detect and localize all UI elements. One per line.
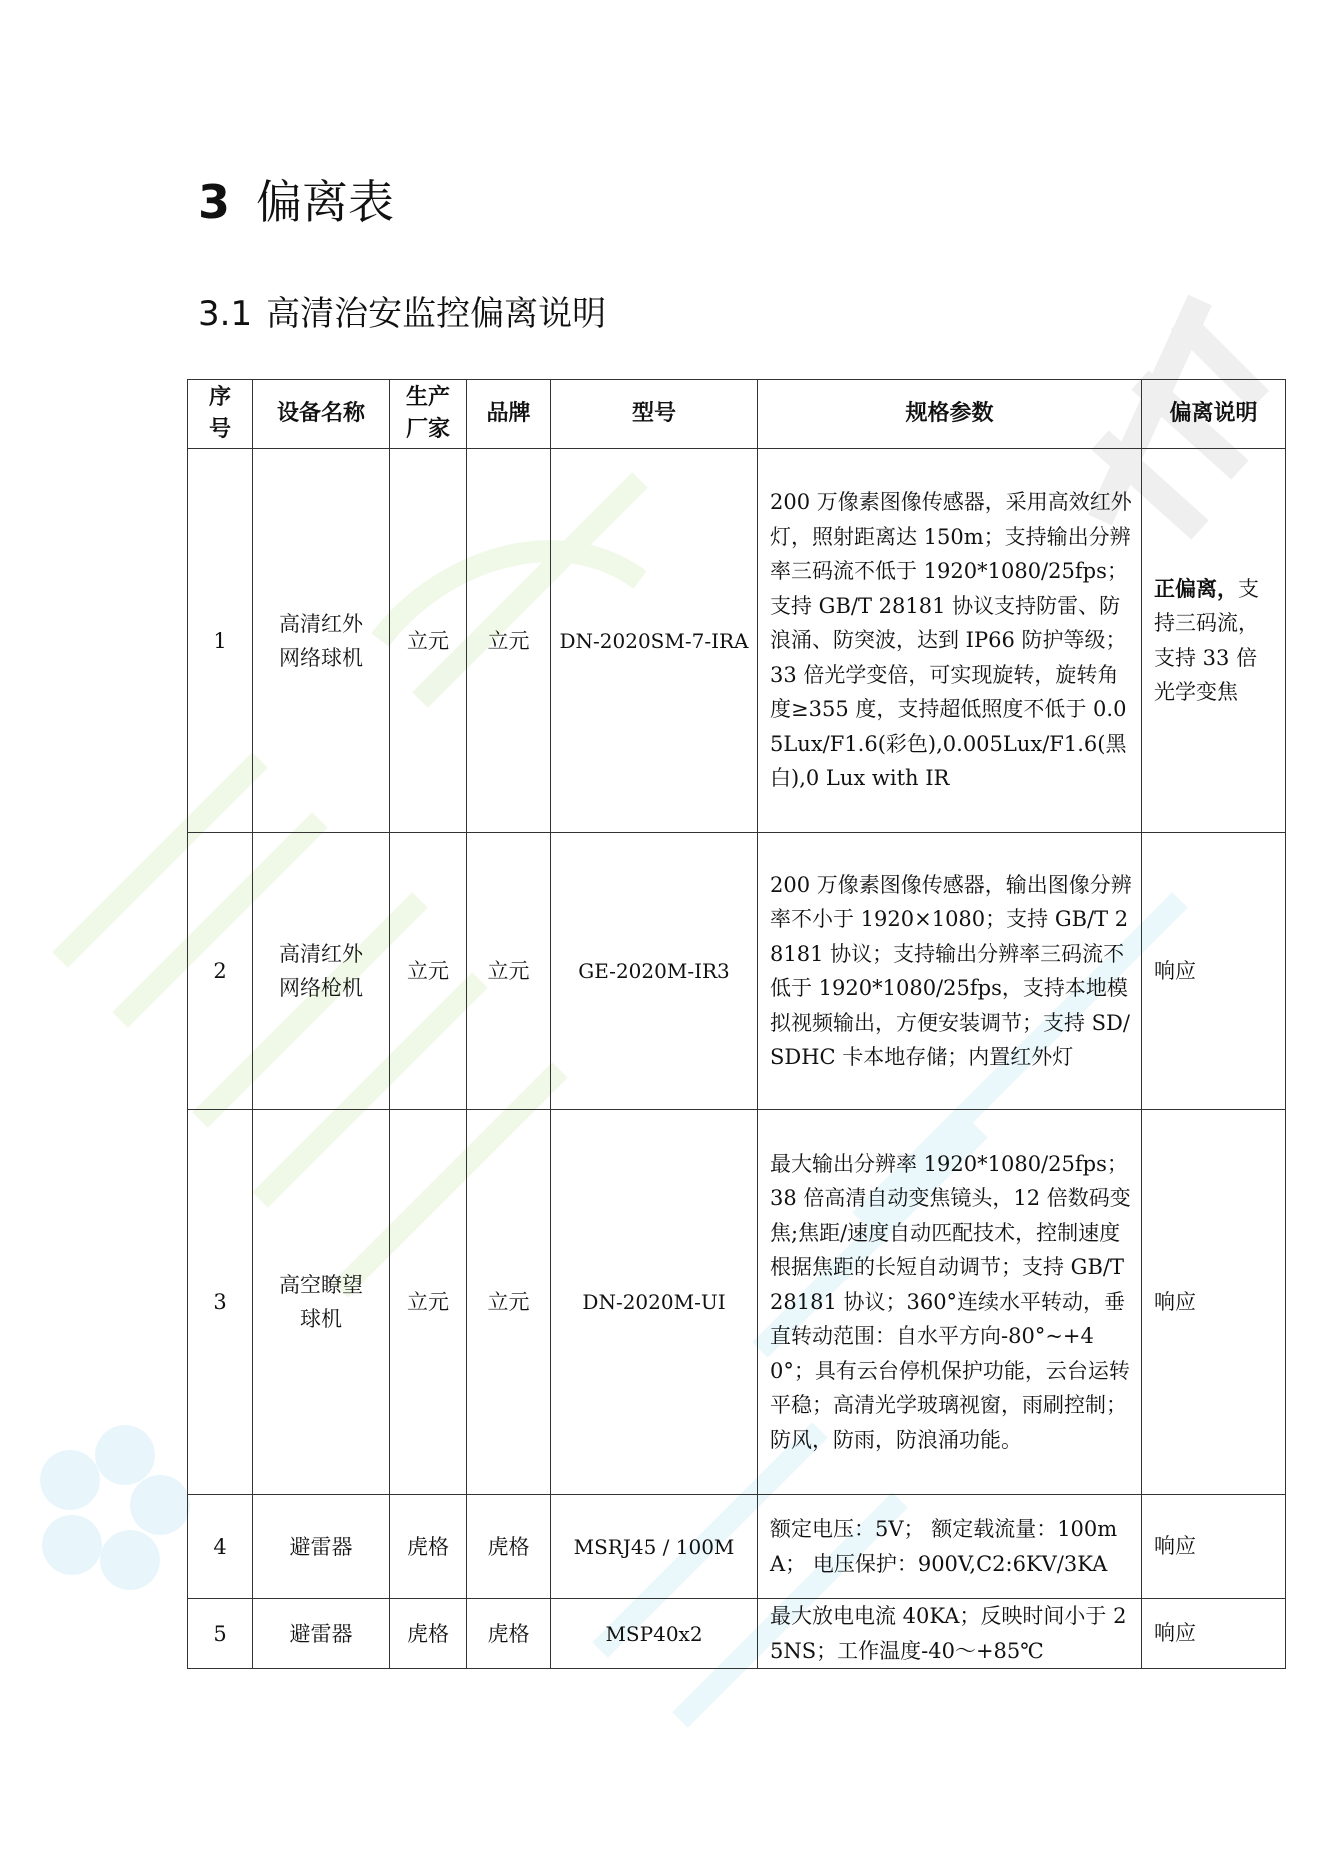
subsection-number: 3.1: [198, 294, 253, 334]
deviation-positive-label: 正偏离，: [1154, 575, 1238, 601]
cell-spec: 额定电压：5V； 额定载流量：100mA； 电压保护：900V,C2:6KV/3KA: [758, 1495, 1142, 1599]
cell-model: MSRJ45 / 100M: [551, 1495, 758, 1599]
cell-seq: 4: [188, 1495, 253, 1599]
cell-manufacturer: 虎格: [390, 1495, 467, 1599]
cell-seq: 1: [188, 449, 253, 833]
cell-deviation: 响应: [1142, 1599, 1286, 1669]
cell-seq: 5: [188, 1599, 253, 1669]
cell-spec: 最大放电电流 40KA；反映时间小于 25NS；工作温度-40～+85℃: [758, 1599, 1142, 1669]
cell-brand: 虎格: [467, 1599, 551, 1669]
cell-model: MSP40x2: [551, 1599, 758, 1669]
cell-deviation: 响应: [1142, 833, 1286, 1110]
subsection-heading: [198, 290, 606, 338]
header-manufacturer: 生产厂家: [390, 380, 467, 449]
cell-spec: 200 万像素图像传感器，输出图像分辨率不小于 1920×1080；支持 GB/T 28181 协议；支持输出分辨率三码流不低于 1920*1080/25fps，支持本地模拟视频输出，方便安装调节；支持 SD/SDHC 卡本地存储；内置红外灯: [758, 833, 1142, 1110]
deviation-table: [187, 379, 1286, 1669]
table-row: [188, 1495, 1286, 1599]
section-title: 偏离表: [256, 175, 395, 229]
header-deviation: 偏离说明: [1142, 380, 1286, 449]
cell-brand: 立元: [467, 833, 551, 1110]
cell-spec: 200 万像素图像传感器，采用高效红外灯，照射距离达 150m；支持输出分辨率三码流不低于 1920*1080/25fps；支持 GB/T 28181 协议支持防雷、防浪涌、防突波，达到 IP66 防护等级；33 倍光学变倍，可实现旋转，旋转角度≥355 度，支持超低照度不低于 0.05Lux/F1.6(彩色),0.005Lux/F1.6(黑白),0 Lux with IR: [758, 449, 1142, 833]
cell-spec: 最大输出分辨率 1920*1080/25fps；38 倍高清自动变焦镜头，12 倍数码变焦;焦距/速度自动匹配技术，控制速度根据焦距的长短自动调节；支持 GB/T 28181 协议；360°连续水平转动，垂直转动范围：自水平方向-80°~+40°；具有云台停机保护功能，云台运转平稳；高清光学玻璃视窗，雨刷控制；防风，防雨，防浪涌功能。: [758, 1110, 1142, 1495]
cell-manufacturer: 立元: [390, 833, 467, 1110]
table-header-row: [188, 380, 1286, 449]
deviation-text: 支持三码流，支持 33 倍光学变焦: [1154, 576, 1259, 704]
table-row: [188, 1599, 1286, 1669]
cell-model: GE-2020M-IR3: [551, 833, 758, 1110]
cell-brand: 立元: [467, 449, 551, 833]
cell-device-name: 高清红外网络球机: [253, 449, 390, 833]
cell-deviation: 响应: [1142, 1110, 1286, 1495]
cell-brand: 立元: [467, 1110, 551, 1495]
header-brand: 品牌: [467, 380, 551, 449]
cell-device-name: 高空瞭望球机: [253, 1110, 390, 1495]
table-row: [188, 833, 1286, 1110]
cell-deviation: [1142, 449, 1286, 833]
cell-manufacturer: 虎格: [390, 1599, 467, 1669]
cell-seq: 3: [188, 1110, 253, 1495]
cell-device-name: 避雷器: [253, 1495, 390, 1599]
header-spec: 规格参数: [758, 380, 1142, 449]
cell-manufacturer: 立元: [390, 449, 467, 833]
section-heading: [198, 172, 394, 232]
cell-device-name: 避雷器: [253, 1599, 390, 1669]
cell-model: DN-2020SM-7-IRA: [551, 449, 758, 833]
section-number: 3: [198, 175, 231, 229]
header-seq: 序号: [188, 380, 253, 449]
cell-model: DN-2020M-UI: [551, 1110, 758, 1495]
cell-deviation: 响应: [1142, 1495, 1286, 1599]
cell-device-name: 高清红外网络枪机: [253, 833, 390, 1110]
subsection-title: 高清治安监控偏离说明: [266, 294, 607, 334]
cell-manufacturer: 立元: [390, 1110, 467, 1495]
cell-brand: 虎格: [467, 1495, 551, 1599]
header-model: 型号: [551, 380, 758, 449]
table-row: [188, 449, 1286, 833]
cell-seq: 2: [188, 833, 253, 1110]
header-device-name: 设备名称: [253, 380, 390, 449]
table-row: [188, 1110, 1286, 1495]
